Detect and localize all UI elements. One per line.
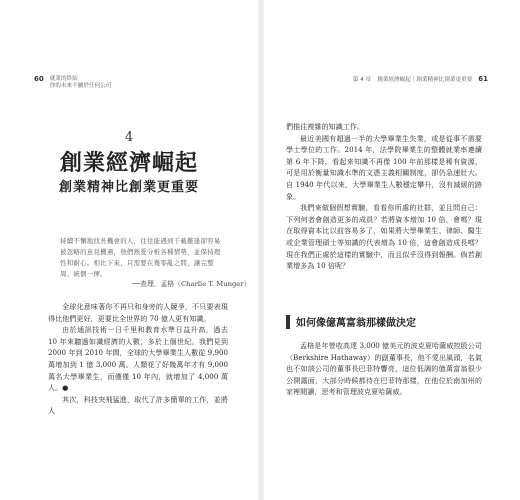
paragraph: 全球化意味著你不再只和身旁的人競爭，不只要表現得比他們更好，更要比全世界的 70 億人更有知識。 <box>48 302 228 323</box>
section-heading-text: 如何像億萬富翁那樣做決定 <box>296 318 416 329</box>
right-page-number: 61 <box>478 75 488 83</box>
left-body-text <box>48 301 228 417</box>
epigraph-attribution: ──查理．孟格（Charlie T. Munger） <box>132 280 251 288</box>
paragraph: 其次，科技突飛猛進，取代了許多簡單的工作，並將人 <box>48 394 228 416</box>
paragraph: 由於通訊技術一日千里和教育水準日益升高，過去 10 年來聽過如識經濟的人數，多於上個世紀。我們見到 2000 年到 2010 年間，全球的大學畢業生人數從 9,900 萬增加到 1 億 3,000 萬。人類花了好幾萬年才有 9,000 萬名大學畢業生，而僅僅 10 年內，就增加了 4,000 萬人。● <box>48 325 228 393</box>
book-title-line2: 你的未來不屬於任何公司 <box>49 83 112 89</box>
section-body-text <box>286 340 482 398</box>
right-running-header <box>353 76 488 84</box>
right-body-text <box>286 121 482 272</box>
section-heading <box>286 314 416 329</box>
left-page-number: 60 <box>34 75 44 83</box>
section-marker-bar <box>286 315 290 329</box>
paragraph: 們推往複雜的知識工作。 <box>286 122 365 131</box>
paragraph: 最近美國有超過一半的大學畢業生失業，或是從事不需要學士學位的工作。2014 年，法學院畢業生的整體就業率連續第 6 年下降，看起來知識不再像 100 年前那樣是稀有資源，可是用於衡量知識水準的文憑主義相關制度，卻仍急速壯大。自 1940 年代以來，大學畢業生人數穩定攀升，沒有減緩的跡象。 <box>286 133 482 201</box>
running-chapter-title: 創業經濟崛起｜創業精神比創業更重要 <box>377 77 473 83</box>
chapter-label: 第 4 章 <box>352 77 372 83</box>
paragraph: 我們來做個假想實驗，看看你所處的社群，並且問自己：下列何者會創造更多的成員？若將資本增加 10 倍，會嗎？現在取得資本比以前容易多了，如果將大學畢業生、律師、醫生或企業管理碩士等知識的代表增為 10 倍，這會創造成長嗎？現在我們正處於這樣的實驗中，而且似乎沒得到報酬。倘若創業增多為 10 倍呢？ <box>286 203 482 271</box>
paragraph: 孟格是年營收高達 3,000 億美元的波克夏哈薩威控股公司（Berkshire Hathaway）的副董事長，他不愛出風頭，名氣也不如該公司的董事長巴菲特響亮，這位低調的億萬富翁很少公開露面，大部分時候都待在巴菲特那樣，在他位於南加州的家裡閱讀，思考和管理波克夏哈薩威。 <box>286 341 482 397</box>
left-page <box>0 0 258 500</box>
right-page <box>264 0 520 500</box>
chapter-epigraph: 持續不懈地找長機會的人，往往能遇到千載難逢卻容易被忽略的意見機遇，他們熱愛分析各種情勢，並保持理性和耐心。相比下來，只需要在幾零亂之間，讓完整周、統個一揮。 <box>60 237 221 278</box>
left-running-header <box>34 76 111 90</box>
chapter-subtitle: 創業精神比創業更重要 <box>58 180 199 195</box>
chapter-title: 創業經濟崛起 <box>59 150 198 176</box>
book-title-line1: 就業的終結 <box>49 76 78 82</box>
chapter-number: 4 <box>124 130 134 145</box>
